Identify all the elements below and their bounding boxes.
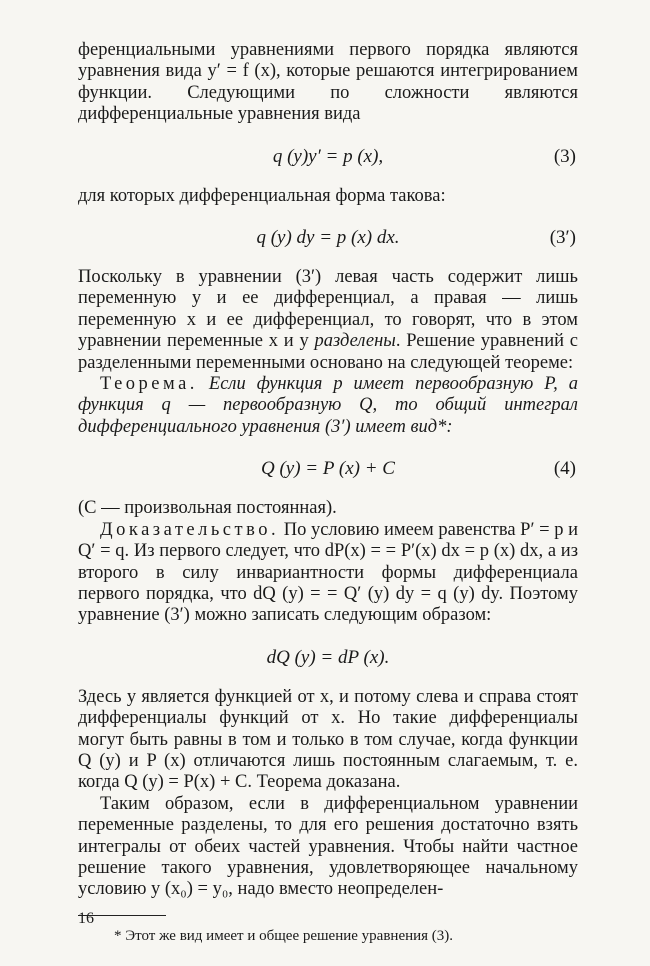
theorem-statement: Если функция p имеет первообразную P, а функция q — первообразную Q, то общий интеграл дифференциального уравнения (3′) имеет вид*: [78, 374, 579, 437]
proof-label: Доказательство. [100, 519, 280, 540]
separated-text-2: . Решение уравнений с разделенными переменными основано на следующей теореме: [78, 331, 578, 373]
theorem-label: Теорема. [100, 374, 198, 395]
separated-variables-paragraph [78, 267, 578, 374]
differential-form-line: для которых дифференциальная форма такова: [78, 185, 446, 206]
equation-4-number: (4) [553, 458, 576, 480]
equation-3-prime [78, 221, 578, 257]
proof-text: По условию имеем равенства P′ = p и Q′ = q. Из первого следует, что dP(x) = = P′(x) dx = p (x) dx, а из второго в силу инвариантности формы дифференциала первого порядка, что dQ (y) = = Q′ (y) dy = q (y) dy. Поэтому уравнение (3′) можно записать следующим образом: [78, 519, 578, 626]
page-number: 16 [78, 910, 94, 927]
equation-3-formula: q (y)y′ = p (x), [272, 145, 384, 167]
equation-3-number: (3) [553, 145, 576, 167]
separated-text-1: Поскольку в уравнении (3′) левая часть содержит лишь переменную y и ее дифференциал, а правая — лишь переменную x и ее дифференциал, то говорят, что в этом уравнении переменные x и y [78, 267, 578, 352]
page-body [78, 40, 578, 947]
equation-4-formula: Q (y) = P (x) + C [261, 458, 395, 480]
proof-paragraph [78, 520, 578, 627]
constant-note: (C — произвольная постоянная). [78, 498, 337, 519]
equation-5 [78, 641, 578, 677]
equation-3-prime-formula: q (y) dy = p (x) dx. [256, 227, 400, 249]
equation-4 [78, 452, 578, 488]
conclusion-paragraph: Здесь y является функцией от x, и потому слева и справа стоят дифференциалы функций от x. Но такие дифференциалы могут быть равны в том и только в том случае, когда функции Q (y) и P (x) отличаются лишь постоянным слагаемым, т. е. когда Q (y) = P(x) + C. Теорема доказана. [78, 686, 578, 793]
equation-5-formula: dQ (y) = dP (x). [266, 646, 390, 668]
theorem-paragraph [78, 374, 578, 438]
equation-3 [78, 140, 578, 176]
intro-paragraph: ференциальными уравнениями первого порядка являются уравнения вида y′ = f (x), которые решаются интегрированием функции. Следующими по сложности являются дифференциальные уравнения вида [78, 40, 578, 125]
final-paragraph: Таким образом, если в дифференциальном уравнении переменные разделены, то для его решения достаточно взять интегралы от обеих частей уравнения. Чтобы найти частное решение такого уравнения, удовлетворяющее начальному условию y (x₀) = y₀, надо вместо неопределен- [78, 793, 578, 900]
footnote: * Этот же вид имеет и общее решение уравнения (3). [114, 927, 454, 944]
separated-term: разделены [314, 331, 396, 352]
equation-3-prime-number: (3′) [549, 227, 576, 249]
